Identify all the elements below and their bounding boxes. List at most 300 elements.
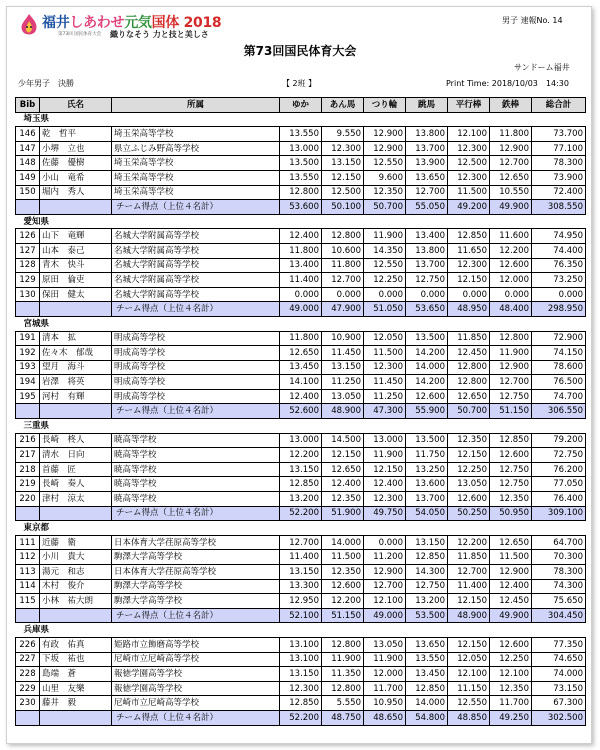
bib-cell: 149 xyxy=(16,170,40,185)
logo-subtitle: 第73回 国民体育大会 xyxy=(58,32,102,37)
score-cell: 12.650 xyxy=(448,389,490,404)
score-cell: 11.500 xyxy=(364,346,406,361)
table-row xyxy=(16,667,586,682)
mascot-flame-icon xyxy=(18,12,40,38)
score-cell: 12.850 xyxy=(406,681,448,696)
team-score-cell: 306.550 xyxy=(532,404,586,419)
score-cell: 12.600 xyxy=(448,492,490,507)
table-row xyxy=(16,156,586,171)
score-cell: 10.950 xyxy=(364,696,406,711)
score-cell: 75.650 xyxy=(532,594,586,609)
score-cell: 5.550 xyxy=(322,696,364,711)
bib-cell: 146 xyxy=(16,127,40,142)
score-cell: 11.800 xyxy=(280,243,322,258)
score-cell: 10.900 xyxy=(322,331,364,346)
score-cell: 12.300 xyxy=(364,360,406,375)
score-cell: 12.900 xyxy=(364,127,406,142)
score-cell: 11.200 xyxy=(364,550,406,565)
score-cell: 12.750 xyxy=(406,579,448,594)
score-cell: 13.700 xyxy=(406,492,448,507)
logo-title: 福井しあわせ元気国体 2018 xyxy=(42,15,222,31)
team-score-cell: 50.700 xyxy=(448,404,490,419)
score-cell: 74.300 xyxy=(532,579,586,594)
prefecture-name: 埼玉県 xyxy=(16,112,586,127)
score-cell: 12.200 xyxy=(490,243,532,258)
school-cell: 埼玉栄高等学校 xyxy=(112,156,280,171)
table-row xyxy=(16,360,586,375)
team-spacer xyxy=(40,608,112,623)
prefecture-row xyxy=(16,316,586,331)
athlete-name: 岩澤 将英 xyxy=(40,375,112,390)
score-cell: 11.500 xyxy=(448,185,490,200)
school-cell: 尼崎市立尼崎高等学校 xyxy=(112,652,280,667)
score-cell: 12.850 xyxy=(280,696,322,711)
team-score-label: チーム得点（上位４名計） xyxy=(112,200,280,215)
score-cell: 12.850 xyxy=(406,550,448,565)
score-cell: 14.200 xyxy=(406,375,448,390)
score-cell: 13.650 xyxy=(406,637,448,652)
prefecture-name: 愛知県 xyxy=(16,214,586,229)
table-row xyxy=(16,448,586,463)
score-cell: 12.350 xyxy=(322,492,364,507)
score-cell: 11.350 xyxy=(322,667,364,682)
table-row xyxy=(16,170,586,185)
event-logo xyxy=(18,12,228,42)
table-row xyxy=(16,433,586,448)
score-cell: 73.700 xyxy=(532,127,586,142)
score-cell: 12.600 xyxy=(490,637,532,652)
prefecture-row xyxy=(16,112,586,127)
score-cell: 13.000 xyxy=(364,433,406,448)
score-cell: 12.300 xyxy=(322,141,364,156)
table-row xyxy=(16,127,586,142)
column-header: 跳馬 xyxy=(406,98,448,113)
score-cell: 13.150 xyxy=(280,462,322,477)
score-cell: 12.800 xyxy=(448,360,490,375)
bib-cell: 229 xyxy=(16,681,40,696)
score-cell: 12.900 xyxy=(490,360,532,375)
bib-cell: 218 xyxy=(16,462,40,477)
score-cell: 12.150 xyxy=(322,170,364,185)
table-row xyxy=(16,389,586,404)
school-cell: 日本体育大学荏原高等学校 xyxy=(112,565,280,580)
score-cell: 10.550 xyxy=(490,185,532,200)
score-cell: 12.200 xyxy=(280,448,322,463)
column-header: あん馬 xyxy=(322,98,364,113)
bib-cell: 194 xyxy=(16,375,40,390)
score-cell: 0.000 xyxy=(322,287,364,302)
team-score-cell: 309.100 xyxy=(532,506,586,521)
prefecture-row xyxy=(16,521,586,536)
score-cell: 11.250 xyxy=(322,375,364,390)
athlete-name: 島端 蒼 xyxy=(40,667,112,682)
team-score-cell: 55.050 xyxy=(406,200,448,215)
score-cell: 12.600 xyxy=(406,389,448,404)
athlete-name: 山下 竜輝 xyxy=(40,229,112,244)
school-cell: 名城大学附属高等学校 xyxy=(112,273,280,288)
table-row xyxy=(16,579,586,594)
score-cell: 72.400 xyxy=(532,185,586,200)
school-cell: 駒澤大学高等学校 xyxy=(112,550,280,565)
athlete-name: 小山 竜希 xyxy=(40,170,112,185)
prefecture-row xyxy=(16,419,586,434)
table-row xyxy=(16,492,586,507)
score-cell: 11.900 xyxy=(322,652,364,667)
column-header: 総合計 xyxy=(532,98,586,113)
team-score-cell: 54.800 xyxy=(406,710,448,725)
table-row xyxy=(16,141,586,156)
team-score-cell: 304.450 xyxy=(532,608,586,623)
table-row xyxy=(16,185,586,200)
team-score-cell: 49.200 xyxy=(448,200,490,215)
school-cell: 埼玉栄高等学校 xyxy=(112,127,280,142)
team-score-label: チーム得点（上位４名計） xyxy=(112,608,280,623)
score-cell: 12.300 xyxy=(448,141,490,156)
athlete-name: 湯元 和志 xyxy=(40,565,112,580)
team-score-label: チーム得点（上位４名計） xyxy=(112,404,280,419)
score-cell: 77.050 xyxy=(532,477,586,492)
score-cell: 13.200 xyxy=(406,594,448,609)
score-cell: 12.100 xyxy=(448,127,490,142)
school-cell: 暁高等学校 xyxy=(112,433,280,448)
score-cell: 12.650 xyxy=(490,535,532,550)
score-cell: 11.900 xyxy=(490,346,532,361)
team-score-cell: 51.050 xyxy=(364,302,406,317)
team-score-cell: 47.300 xyxy=(364,404,406,419)
report-number: 男子 速報No. 14 xyxy=(502,16,563,25)
score-cell: 12.550 xyxy=(448,696,490,711)
table-row xyxy=(16,229,586,244)
score-cell: 12.700 xyxy=(448,565,490,580)
score-cell: 12.800 xyxy=(280,185,322,200)
bib-cell: 126 xyxy=(16,229,40,244)
column-header: つり輪 xyxy=(364,98,406,113)
score-cell: 12.050 xyxy=(364,331,406,346)
score-cell: 11.800 xyxy=(322,258,364,273)
score-cell: 13.050 xyxy=(364,637,406,652)
school-cell: 埼玉栄高等学校 xyxy=(112,170,280,185)
bib-cell: 227 xyxy=(16,652,40,667)
page-title: 第73回国民体育大会 xyxy=(243,44,357,58)
score-cell: 11.400 xyxy=(280,550,322,565)
score-cell: 13.400 xyxy=(406,229,448,244)
score-cell: 13.150 xyxy=(322,156,364,171)
score-cell: 11.900 xyxy=(364,229,406,244)
score-cell: 74.650 xyxy=(532,652,586,667)
school-cell: 明成高等学校 xyxy=(112,375,280,390)
score-cell: 74.000 xyxy=(532,667,586,682)
score-cell: 76.350 xyxy=(532,258,586,273)
team-total-row xyxy=(16,302,586,317)
score-cell: 12.750 xyxy=(406,273,448,288)
score-cell: 13.150 xyxy=(322,360,364,375)
school-cell: 明成高等学校 xyxy=(112,346,280,361)
table-row xyxy=(16,375,586,390)
table-row xyxy=(16,594,586,609)
column-header: 氏名 xyxy=(40,98,112,113)
score-cell: 14.300 xyxy=(406,565,448,580)
score-cell: 13.000 xyxy=(280,141,322,156)
team-score-cell: 308.550 xyxy=(532,200,586,215)
score-cell: 11.800 xyxy=(490,127,532,142)
team-score-cell: 48.850 xyxy=(448,710,490,725)
bib-cell: 192 xyxy=(16,346,40,361)
athlete-name: 清水 日向 xyxy=(40,448,112,463)
team-score-cell: 52.600 xyxy=(280,404,322,419)
score-cell: 74.950 xyxy=(532,229,586,244)
score-cell: 12.250 xyxy=(364,273,406,288)
score-cell: 12.500 xyxy=(448,156,490,171)
score-cell: 14.350 xyxy=(364,243,406,258)
score-cell: 12.300 xyxy=(448,258,490,273)
score-cell: 14.500 xyxy=(322,433,364,448)
score-cell: 12.500 xyxy=(322,185,364,200)
team-total-row xyxy=(16,506,586,521)
score-cell: 11.700 xyxy=(364,681,406,696)
bib-cell: 111 xyxy=(16,535,40,550)
team-score-cell: 48.650 xyxy=(364,710,406,725)
score-cell: 78.300 xyxy=(532,156,586,171)
school-cell: 報徳学園高等学校 xyxy=(112,681,280,696)
score-cell: 11.450 xyxy=(322,346,364,361)
team-total-row xyxy=(16,404,586,419)
score-cell: 12.750 xyxy=(490,462,532,477)
school-cell: 明成高等学校 xyxy=(112,389,280,404)
team-score-cell: 52.200 xyxy=(280,506,322,521)
score-cell: 12.700 xyxy=(490,375,532,390)
score-cell: 12.550 xyxy=(364,258,406,273)
score-cell: 11.850 xyxy=(448,550,490,565)
score-cell: 13.300 xyxy=(280,579,322,594)
team-score-cell: 49.900 xyxy=(490,608,532,623)
table-row xyxy=(16,273,586,288)
score-cell: 76.400 xyxy=(532,492,586,507)
score-cell: 13.250 xyxy=(406,462,448,477)
table-row xyxy=(16,346,586,361)
table-row xyxy=(16,331,586,346)
athlete-name: 小堺 立也 xyxy=(40,141,112,156)
score-cell: 76.500 xyxy=(532,375,586,390)
score-cell: 13.600 xyxy=(406,477,448,492)
score-cell: 12.050 xyxy=(448,652,490,667)
score-cell: 0.000 xyxy=(364,535,406,550)
score-cell: 13.150 xyxy=(280,565,322,580)
bib-cell: 191 xyxy=(16,331,40,346)
score-cell: 12.650 xyxy=(322,462,364,477)
team-score-label: チーム得点（上位４名計） xyxy=(112,506,280,521)
score-cell: 13.550 xyxy=(406,652,448,667)
column-header: 鉄棒 xyxy=(490,98,532,113)
bib-cell: 147 xyxy=(16,141,40,156)
school-cell: 姫路市立飾磨高等学校 xyxy=(112,637,280,652)
score-cell: 78.600 xyxy=(532,360,586,375)
school-cell: 名城大学附属高等学校 xyxy=(112,258,280,273)
athlete-name: 下坂 祐也 xyxy=(40,652,112,667)
score-cell: 12.100 xyxy=(490,667,532,682)
athlete-name: 河村 有輝 xyxy=(40,389,112,404)
score-cell: 13.700 xyxy=(406,258,448,273)
score-cell: 12.100 xyxy=(448,667,490,682)
bib-cell: 219 xyxy=(16,477,40,492)
score-cell: 12.400 xyxy=(364,477,406,492)
score-cell: 12.400 xyxy=(280,389,322,404)
score-cell: 12.000 xyxy=(490,273,532,288)
score-cell: 78.300 xyxy=(532,565,586,580)
score-cell: 11.500 xyxy=(490,550,532,565)
score-cell: 12.750 xyxy=(490,389,532,404)
score-cell: 12.150 xyxy=(322,448,364,463)
column-header: 所属 xyxy=(112,98,280,113)
score-cell: 73.250 xyxy=(532,273,586,288)
score-cell: 12.600 xyxy=(490,448,532,463)
team-score-cell: 48.900 xyxy=(322,404,364,419)
score-cell: 11.700 xyxy=(490,696,532,711)
score-cell: 12.800 xyxy=(322,681,364,696)
score-cell: 11.800 xyxy=(280,331,322,346)
athlete-name: 小林 祐大朗 xyxy=(40,594,112,609)
score-cell: 11.400 xyxy=(280,273,322,288)
score-cell: 12.800 xyxy=(490,331,532,346)
score-cell: 12.700 xyxy=(322,273,364,288)
score-cell: 12.600 xyxy=(490,258,532,273)
bib-cell: 216 xyxy=(16,433,40,448)
table-row xyxy=(16,287,586,302)
school-cell: 報徳学園高等学校 xyxy=(112,667,280,682)
athlete-name: 保田 健太 xyxy=(40,287,112,302)
score-cell: 0.000 xyxy=(532,287,586,302)
score-cell: 79.200 xyxy=(532,433,586,448)
score-cell: 12.250 xyxy=(448,462,490,477)
score-cell: 12.650 xyxy=(490,170,532,185)
score-cell: 12.850 xyxy=(490,433,532,448)
score-cell: 11.850 xyxy=(448,331,490,346)
score-cell: 13.000 xyxy=(280,433,322,448)
score-cell: 13.550 xyxy=(280,127,322,142)
prefecture-row xyxy=(16,623,586,638)
table-row xyxy=(16,652,586,667)
athlete-name: 木村 俊介 xyxy=(40,579,112,594)
score-cell: 0.000 xyxy=(448,287,490,302)
score-cell: 12.600 xyxy=(322,579,364,594)
prefecture-name: 東京都 xyxy=(16,521,586,536)
score-cell: 12.900 xyxy=(490,141,532,156)
athlete-name: 山本 泰己 xyxy=(40,243,112,258)
event-label: 少年男子 決勝 xyxy=(18,79,74,88)
score-cell: 13.700 xyxy=(406,141,448,156)
school-cell: 名城大学附属高等学校 xyxy=(112,243,280,258)
score-cell: 11.250 xyxy=(364,389,406,404)
score-cell: 12.150 xyxy=(448,637,490,652)
score-cell: 11.650 xyxy=(448,243,490,258)
table-row xyxy=(16,681,586,696)
team-score-cell: 51.150 xyxy=(490,404,532,419)
score-cell: 14.200 xyxy=(406,346,448,361)
athlete-name: 青木 快斗 xyxy=(40,258,112,273)
score-cell: 74.400 xyxy=(532,243,586,258)
team-spacer xyxy=(16,506,40,521)
score-cell: 13.500 xyxy=(406,433,448,448)
athlete-name: 山里 友樂 xyxy=(40,681,112,696)
score-cell: 12.700 xyxy=(490,156,532,171)
score-cell: 13.500 xyxy=(406,331,448,346)
score-cell: 13.900 xyxy=(406,156,448,171)
team-score-cell: 48.750 xyxy=(322,710,364,725)
score-cell: 11.400 xyxy=(448,579,490,594)
column-header: 平行棒 xyxy=(448,98,490,113)
team-score-cell: 49.250 xyxy=(490,710,532,725)
school-cell: 暁高等学校 xyxy=(112,462,280,477)
athlete-name: 長崎 奏人 xyxy=(40,477,112,492)
score-cell: 13.400 xyxy=(280,258,322,273)
score-cell: 72.750 xyxy=(532,448,586,463)
score-cell: 12.200 xyxy=(448,535,490,550)
bib-cell: 217 xyxy=(16,448,40,463)
team-spacer xyxy=(40,506,112,521)
score-cell: 12.100 xyxy=(364,594,406,609)
score-cell: 13.800 xyxy=(406,127,448,142)
athlete-name: 原田 倫吏 xyxy=(40,273,112,288)
team-score-cell: 49.750 xyxy=(364,506,406,521)
score-cell: 13.150 xyxy=(280,667,322,682)
school-cell: 尼崎市立尼崎高等学校 xyxy=(112,696,280,711)
bib-cell: 130 xyxy=(16,287,40,302)
score-cell: 12.200 xyxy=(322,594,364,609)
score-cell: 11.750 xyxy=(406,448,448,463)
table-row xyxy=(16,565,586,580)
score-cell: 73.900 xyxy=(532,170,586,185)
bib-cell: 195 xyxy=(16,389,40,404)
bib-cell: 114 xyxy=(16,579,40,594)
team-score-cell: 48.400 xyxy=(490,302,532,317)
score-cell: 12.150 xyxy=(448,448,490,463)
athlete-name: 佐藤 優樹 xyxy=(40,156,112,171)
score-cell: 12.350 xyxy=(448,433,490,448)
athlete-name: 佐々木 郁哉 xyxy=(40,346,112,361)
team-total-row xyxy=(16,710,586,725)
score-cell: 13.050 xyxy=(322,389,364,404)
score-cell: 11.450 xyxy=(364,375,406,390)
score-cell: 0.000 xyxy=(406,287,448,302)
bib-cell: 226 xyxy=(16,637,40,652)
score-cell: 13.150 xyxy=(406,535,448,550)
bib-cell: 148 xyxy=(16,156,40,171)
team-score-cell: 54.050 xyxy=(406,506,448,521)
score-cell: 12.400 xyxy=(490,579,532,594)
athlete-name: 乾 哲平 xyxy=(40,127,112,142)
score-cell: 9.600 xyxy=(364,170,406,185)
bib-cell: 113 xyxy=(16,565,40,580)
score-cell: 13.200 xyxy=(280,492,322,507)
bib-cell: 230 xyxy=(16,696,40,711)
team-spacer xyxy=(40,200,112,215)
score-cell: 11.500 xyxy=(322,550,364,565)
school-cell: 暁高等学校 xyxy=(112,492,280,507)
score-cell: 13.650 xyxy=(406,170,448,185)
score-cell: 12.550 xyxy=(364,156,406,171)
logo-slogan: 織りなそう 力と技と美しさ xyxy=(110,30,209,39)
team-score-cell: 52.100 xyxy=(280,608,322,623)
bib-cell: 128 xyxy=(16,258,40,273)
score-cell: 77.100 xyxy=(532,141,586,156)
score-cell: 12.800 xyxy=(322,637,364,652)
score-cell: 11.600 xyxy=(490,229,532,244)
score-cell: 12.800 xyxy=(322,229,364,244)
score-cell: 12.900 xyxy=(490,565,532,580)
score-cell: 12.350 xyxy=(490,681,532,696)
table-row xyxy=(16,477,586,492)
score-cell: 12.400 xyxy=(322,477,364,492)
team-total-row xyxy=(16,608,586,623)
